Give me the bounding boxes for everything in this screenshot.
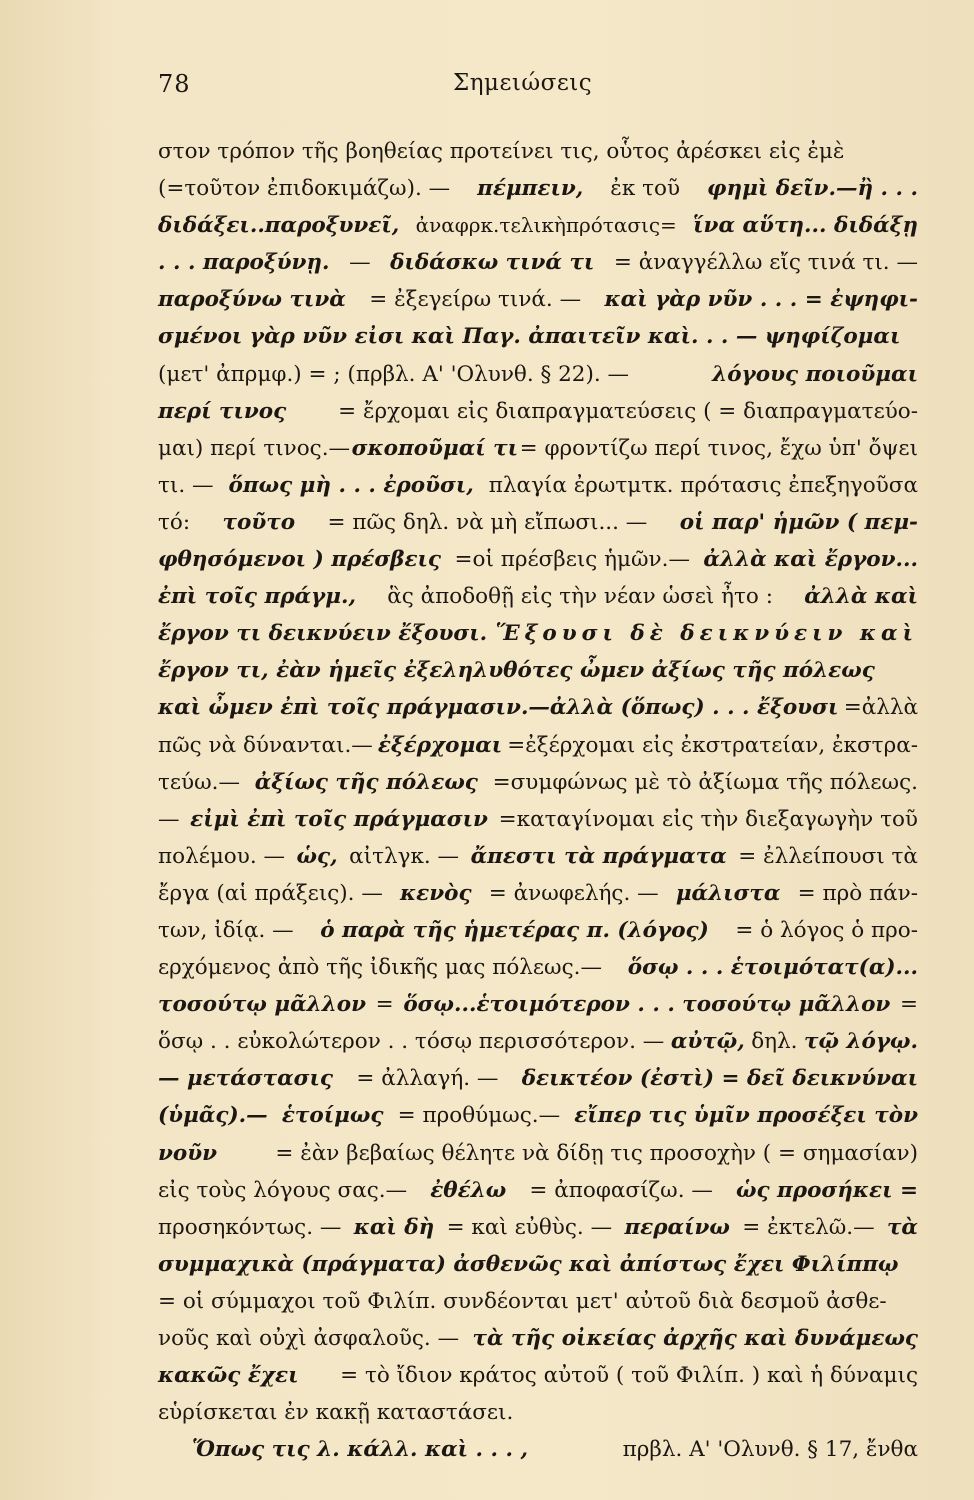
text-line <box>158 838 918 875</box>
text-line <box>158 430 918 467</box>
text-line <box>158 1431 918 1468</box>
text-line <box>158 318 918 355</box>
text-line <box>158 1246 918 1283</box>
text-segment: εἰμὶ ἐπὶ τοῖς πράγμασιν <box>190 806 488 832</box>
text-segment: ἔργα (αἱ πράξεις). — <box>158 880 383 906</box>
text-line <box>158 1023 918 1060</box>
text-line <box>158 578 918 615</box>
text-segment: ὅπως μὴ . . . ἐροῦσι, <box>228 472 474 498</box>
text-line <box>158 1172 918 1209</box>
text-segment: ἄπεστι τὰ πράγματα <box>470 843 727 869</box>
text-segment: καὶ γὰρ νῦν . . . = ἐψηφι- <box>604 287 918 313</box>
text-segment: σμένοι γὰρ νῦν εἰσι καὶ Παγ. ἀπαιτεῖν καὶ. . . — ψηφίζομαι <box>158 324 901 350</box>
text-segment: φθησόμενοι ) πρέσβεις <box>158 547 442 573</box>
text-segment: = ἀναγγέλλω εἴς τινά τι. — <box>613 250 918 276</box>
text-segment: τῷ λόγῳ. <box>804 1029 918 1055</box>
text-segment: νοῦν <box>158 1140 218 1166</box>
text-segment: τὰ <box>886 1214 918 1240</box>
text-segment: Ὅπως τις λ. κάλλ. καὶ . . . , <box>192 1437 528 1463</box>
text-segment: (=τοῦτον ἐπιδοκιμάζω). — <box>158 176 451 202</box>
text-segment: ἐξέρχομαι <box>377 732 503 758</box>
text-line <box>158 1283 918 1320</box>
text-segment: εὑρίσκεται ἐν κακῇ καταστάσει. <box>158 1400 514 1426</box>
text-segment: ἔργον τι, ἐὰν ἡμεῖς ἐξεληλυθότες ὦμεν ἀξίως τῆς πόλεως <box>158 658 875 684</box>
text-segment: τοσούτῳ μᾶλλον <box>158 992 367 1018</box>
text-segment: πέμπειν, <box>477 176 584 202</box>
text-segment: = προθύμως.— <box>397 1103 561 1129</box>
text-line <box>158 727 918 764</box>
text-segment: κακῶς ἔχει <box>158 1363 299 1389</box>
text-segment: ὡς, <box>296 843 338 869</box>
text-line <box>158 244 918 281</box>
text-segment: = ἐξεγείρω τινά. — <box>369 287 582 313</box>
text-segment: = ἀποφασίζω. — <box>529 1177 713 1203</box>
text-segment: ὁ παρὰ τῆς ἡμετέρας π. (λόγος) <box>320 917 709 943</box>
text-segment: ἐπὶ τοῖς πράγμ., <box>158 584 356 610</box>
text-line <box>158 615 918 652</box>
text-segment: ἵνα αὕτη... διδάξῃ <box>693 213 918 239</box>
text-segment: νοῦς καὶ οὐχὶ ἀσφαλοῦς. — <box>158 1326 460 1351</box>
text-line <box>158 393 918 430</box>
text-segment: = ἔρχομαι εἰς διαπραγματεύσεις ( = διαπραγματεύο- <box>338 398 918 424</box>
text-segment: παροξύνω τινὰ <box>158 287 346 313</box>
text-segment: = πρὸ πάν- <box>797 880 918 906</box>
text-line <box>158 467 918 504</box>
text-line <box>158 912 918 949</box>
text-segment: οἱ παρ' ἡμῶν ( πεμ- <box>679 509 918 535</box>
text-segment: — μετάστασις <box>158 1066 334 1092</box>
text-segment: αὐτῷ, <box>670 1029 745 1055</box>
text-segment: τι. — <box>158 472 214 498</box>
text-line <box>158 801 918 838</box>
text-line <box>158 1135 918 1172</box>
text-segment: συμμαχικὰ (πράγματα) ἀσθενῶς καὶ ἀπίστως ἔχει Φιλίππῳ <box>158 1251 899 1277</box>
text-segment: φημὶ δεῖν.—ἢ . . . <box>707 176 918 202</box>
text-segment: ἀλλὰ καὶ <box>804 584 918 610</box>
text-segment: προσηκόντως. — <box>158 1214 342 1240</box>
text-line <box>158 689 918 726</box>
text-segment: = ἐλλείπουσι τὰ <box>738 843 918 869</box>
text-segment: ἀξίως τῆς πόλεως <box>254 769 478 795</box>
text-segment: ὅσῳ . . . ἑτοιμότατ(α)... <box>627 955 918 981</box>
text-line <box>158 133 918 170</box>
text-segment: ἀναφρκ.τελικὴπρότασις= <box>415 213 677 238</box>
text-segment: περί τινος <box>158 398 287 424</box>
text-segment: αἰτλγκ. — <box>349 843 460 869</box>
text-segment: τοῦτο <box>222 509 296 535</box>
text-segment: ὅσῳ...ἑτοιμότερον . . . τοσούτῳ μᾶλλον <box>403 992 891 1018</box>
text-segment: = καὶ εὐθὺς. — <box>446 1214 613 1240</box>
text-segment: =ἀλλὰ <box>843 695 918 721</box>
text-segment: κενὸς <box>400 880 472 906</box>
text-line <box>158 652 918 689</box>
text-line <box>158 1060 918 1097</box>
text-segment: ἃς ἀποδοθῇ εἰς τὴν νέαν ὡσεὶ ἦτο : <box>387 584 773 610</box>
text-segment: λόγους ποιοῦμαι <box>712 361 918 387</box>
text-segment: μαι) περί τινος.— <box>158 435 351 461</box>
text-segment: — <box>349 250 371 276</box>
text-segment: = τὸ ἴδιον κράτος αὐτοῦ ( τοῦ Φιλίπ. ) καὶ ἡ δύναμις <box>340 1363 918 1389</box>
text-segment: μάλιστα <box>675 880 781 906</box>
text-line <box>158 875 918 912</box>
text-segment: ἐκ τοῦ <box>610 176 681 202</box>
text-segment: ἑτοίμως <box>281 1103 384 1129</box>
text-segment: πῶς νὰ δύνανται.— <box>158 732 373 758</box>
text-segment: πρβλ. Α' 'Ολυνθ. § 17, ἔνθα <box>622 1437 918 1463</box>
text-segment: = ἀνωφελής. — <box>488 880 659 906</box>
text-segment: = ἀλλαγή. — <box>356 1066 499 1092</box>
text-segment: πλαγία ἐρωτμτκ. πρότασις ἐπεξηγοῦσα <box>488 472 918 498</box>
text-segment: =οἱ πρέσβεις ἡμῶν.— <box>454 547 690 573</box>
text-segment: τὰ τῆς οἰκείας ἀρχῆς καὶ δυνάμεως <box>472 1326 918 1351</box>
text-segment: διδάξει..παροξυνεῖ, <box>158 213 400 239</box>
text-segment: ἐθέλω <box>430 1177 507 1203</box>
running-title: Σημειώσεις <box>453 70 593 96</box>
text-line <box>158 281 918 318</box>
text-line <box>158 207 918 244</box>
text-segment: περαίνω <box>624 1214 730 1240</box>
text-segment: = οἱ σύμμαχοι τοῦ Φιλίπ. συνδέονται μετ' αὐτοῦ διὰ δεσμοῦ ἀσθε- <box>158 1288 887 1314</box>
text-segment: τεύω.— <box>158 769 240 795</box>
text-segment: ἀλλὰ καὶ ἔργον... <box>703 547 918 573</box>
text-segment: δηλ. <box>751 1029 798 1055</box>
text-segment: . . . παροξύνῃ. <box>158 250 330 276</box>
text-segment: εἴπερ τις ὑμῖν προσέξει τὸν <box>574 1103 918 1129</box>
text-segment: των, ἰδίᾳ. — <box>158 917 294 943</box>
text-segment: διδάσκω τινά τι <box>390 250 595 276</box>
text-segment: τό: <box>158 509 191 535</box>
text-segment: = <box>375 992 394 1018</box>
text-segment: = ἐκτελῶ.— <box>742 1214 875 1240</box>
text-segment: =συμφώνως μὲ τὸ ἀξίωμα τῆς πόλεως. <box>492 769 918 795</box>
text-segment: καὶ δὴ <box>353 1214 435 1240</box>
page-header <box>158 70 918 110</box>
text-segment: Ἕξουσι δὲ δεικνύειν καὶ <box>495 621 918 647</box>
text-segment: = <box>899 992 918 1018</box>
text-line <box>158 1320 918 1357</box>
text-segment: ὅσῳ . . εὐκολώτερον . . τόσῳ περισσότερον. — <box>158 1029 665 1055</box>
page-number: 78 <box>158 70 191 98</box>
text-segment: εἰς τοὺς λόγους σας.— <box>158 1177 408 1203</box>
text-segment: καὶ ὦμεν ἐπὶ τοῖς πράγμασιν.—ἀλλὰ (ὅπως) . . . ἔξουσι <box>158 695 839 721</box>
text-segment: = πῶς δηλ. νὰ μὴ εἴπωσι... — <box>327 509 648 535</box>
text-segment: δεικτέον (ἐστὶ) = δεῖ δεικνύναι <box>521 1066 918 1092</box>
notes-body <box>158 133 918 1468</box>
text-segment: ὡς προσήκει = <box>736 1177 918 1203</box>
text-line <box>158 1357 918 1394</box>
text-line <box>158 1394 918 1431</box>
text-segment: = ἐὰν βεβαίως θέλητε νὰ δίδῃ τις προσοχὴν ( = σημασίαν) <box>275 1140 918 1166</box>
text-line <box>158 986 918 1023</box>
text-segment: = ὁ λόγος ὁ προ- <box>735 917 918 943</box>
text-segment: (μετ' ἀπρμφ.) = ; (πρβλ. Α' 'Ολυνθ. § 22). — <box>158 361 630 387</box>
text-line <box>158 541 918 578</box>
text-line <box>158 764 918 801</box>
text-segment: στον τρόπον τῆς βοηθείας προτείνει τις, οὗτος ἀρέσκει εἰς ἐμὲ <box>158 139 845 164</box>
text-segment: ἔργον τι δεικνύειν ἔξουσι. <box>158 621 488 647</box>
text-line <box>158 356 918 393</box>
text-segment: =καταγίνομαι εἰς τὴν διεξαγωγὴν τοῦ <box>498 806 918 832</box>
text-segment: — <box>158 806 180 832</box>
text-line <box>158 949 918 986</box>
text-segment: πολέμου. — <box>158 843 285 869</box>
text-segment: ερχόμενος ἀπὸ τῆς ἰδικῆς μας πόλεως.— <box>158 955 602 981</box>
text-segment: = φροντίζω περί τινος, ἔχω ὑπ' ὄψει <box>519 435 918 461</box>
text-segment: (ὑμᾶς).— <box>158 1103 268 1129</box>
text-line <box>158 170 918 207</box>
text-line <box>158 1209 918 1246</box>
text-line <box>158 504 918 541</box>
text-segment: =ἐξέρχομαι εἰς ἐκστρατείαν, ἐκστρα- <box>507 732 918 758</box>
text-segment: σκοποῦμαί τι <box>351 435 518 461</box>
text-line <box>158 1097 918 1134</box>
